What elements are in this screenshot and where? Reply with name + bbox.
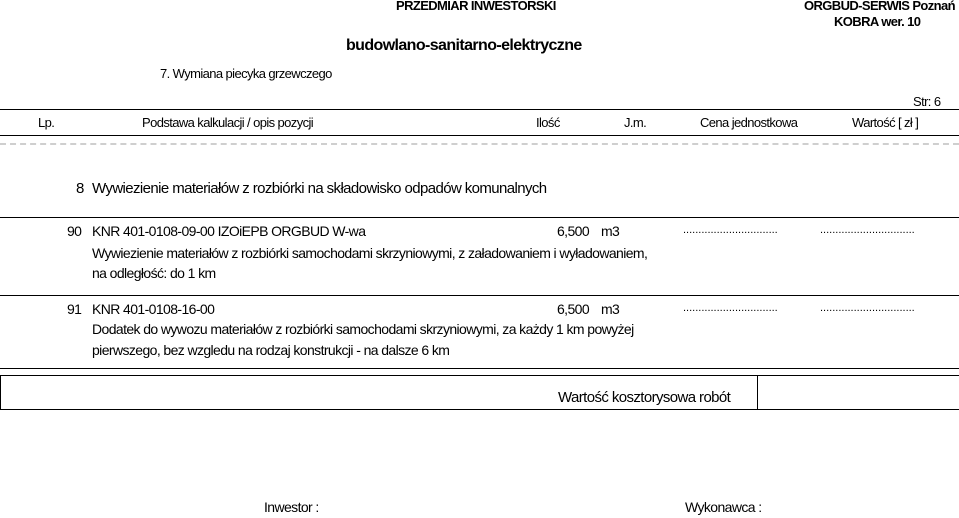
item-separator [0,295,959,296]
column-value: Wartość [ zł ] [852,115,919,130]
section-title: Wywiezienie materiałów z rozbiórki na składowisko odpadów komunalnych [92,180,547,197]
header-dashed-rule [0,143,959,145]
section-number: 8 [76,180,84,197]
summary-label: Wartość kosztorysowa robót [558,389,731,406]
document-type: PRZEDMIAR INWESTORSKI [396,0,556,13]
item-quantity: 6,500 [557,301,590,317]
software-version: KOBRA wer. 10 [834,14,921,29]
summary-box-left [0,375,1,410]
chapter-title: 7. Wymiana piecyka grzewczego [160,66,332,81]
contractor-signature-label: Wykonawca : [685,499,762,515]
item-separator [0,217,959,218]
summary-box-top [0,375,959,376]
item-unit-price: ............................... [683,302,778,314]
column-unit: J.m. [624,115,647,130]
page-number: Str: 6 [913,94,941,109]
column-basis: Podstawa kalkulacji / opis pozycji [142,115,314,130]
item-unit-price: ............................... [683,224,778,236]
item-description-line1: Dodatek do wywozu materiałów z rozbiórki samochodami skrzyniowymi, za każdy 1 km powyżej [92,321,634,337]
item-basis: KNR 401-0108-16-00 [92,301,215,317]
item-description-line2: pierwszego, bez wzgledu na rodzaj konstrukcji - na dalsze 6 km [92,342,450,358]
item-basis: KNR 401-0108-09-00 IZOiEPB ORGBUD W-wa [92,223,366,239]
item-description-line1: Wywiezienie materiałów z rozbiórki samochodami skrzyniowymi, z załadowaniem i wyładowaniem, [92,245,648,261]
header-bottom-rule [0,135,959,136]
summary-box-divider [757,375,758,410]
header-top-rule [0,109,959,110]
column-quantity: Ilość [536,115,560,130]
item-quantity: 6,500 [557,223,590,239]
column-lp: Lp. [38,115,55,130]
summary-box-bottom [0,409,959,410]
item-description-line2: na odległość: do 1 km [92,265,216,281]
item-value: ............................... [820,302,915,314]
summary-top-rule [0,368,959,369]
item-unit: m3 [601,301,620,317]
investor-signature-label: Inwestor : [264,499,319,515]
item-lp: 91 [67,301,82,317]
document-subtitle: budowlano-sanitarno-elektryczne [346,37,582,54]
item-value: ............................... [820,224,915,236]
item-lp: 90 [67,223,82,239]
item-unit: m3 [601,223,620,239]
column-unit-price: Cena jednostkowa [700,115,798,130]
company-name: ORGBUD-SERWIS Poznań [804,0,955,13]
